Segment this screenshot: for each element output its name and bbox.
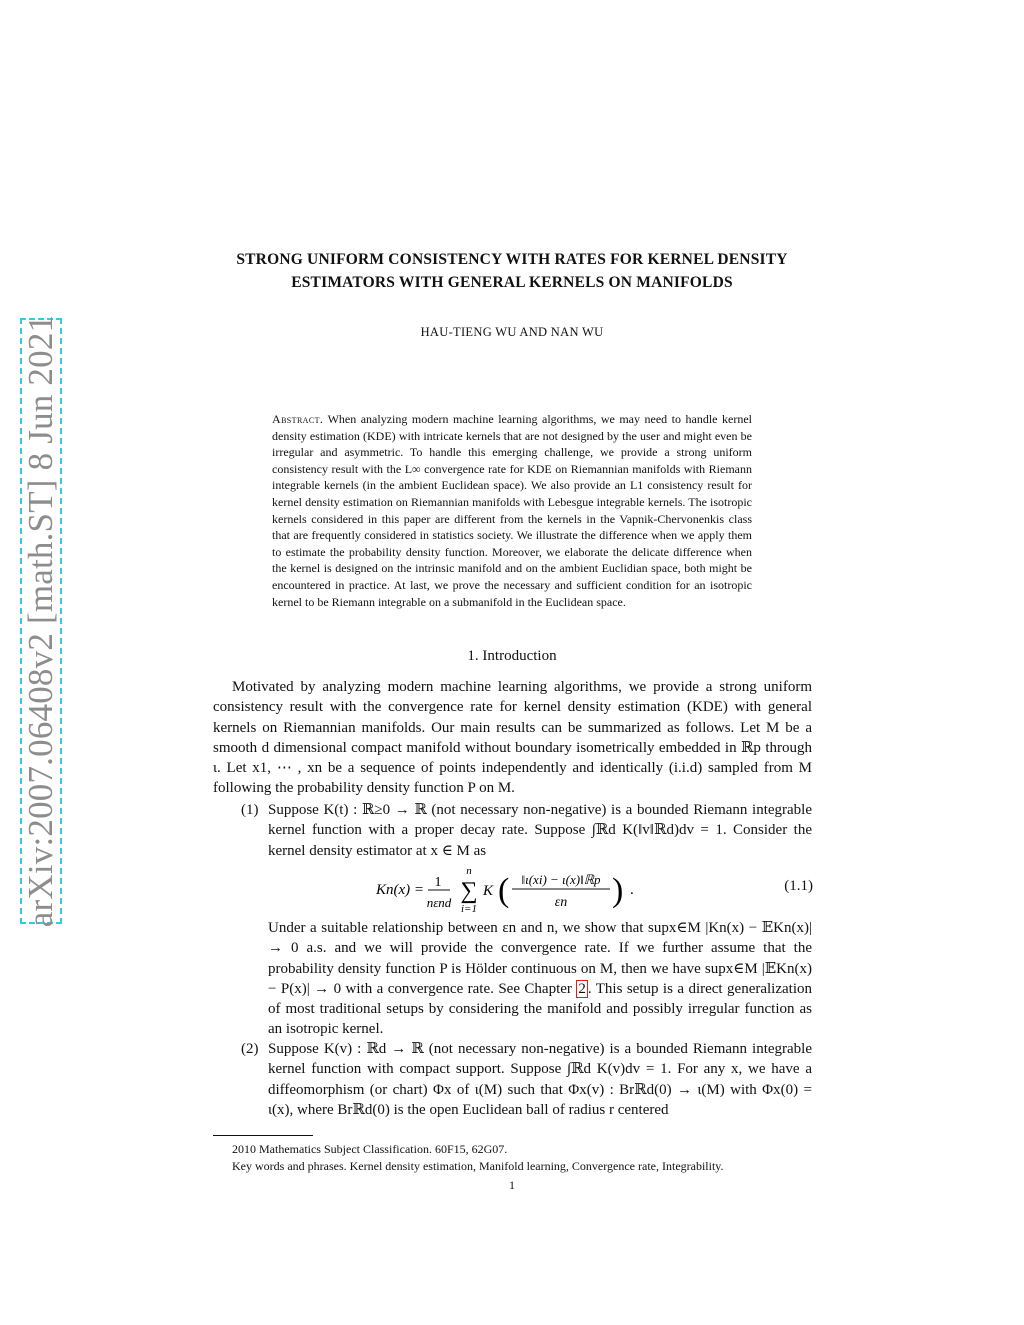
equation-1-1 bbox=[268, 864, 813, 914]
page-number: 1 bbox=[509, 1178, 515, 1192]
equation-label: (1.1) bbox=[784, 878, 813, 894]
eq-sum-upper: n bbox=[466, 865, 472, 877]
arxiv-stamp bbox=[20, 314, 62, 928]
eq-lhs: Kn(x) = bbox=[376, 882, 425, 898]
list-item-number: (2) bbox=[241, 1041, 259, 1057]
section-heading: 1. Introduction bbox=[467, 648, 557, 664]
chapter-reference-link[interactable]: 2 bbox=[578, 980, 586, 997]
title-line-2: ESTIMATORS WITH GENERAL KERNELS ON MANIFOLDS bbox=[291, 274, 733, 291]
list-item bbox=[213, 800, 812, 861]
list-item-number: (1) bbox=[241, 802, 259, 818]
eq-inner-num: ‖ι(xi) − ι(x)‖ℝp bbox=[521, 872, 601, 887]
footnote-divider bbox=[213, 1135, 313, 1136]
authors: HAU-TIENG WU AND NAN WU bbox=[420, 325, 604, 339]
list-item-text bbox=[268, 918, 812, 1040]
equation-expression bbox=[376, 864, 676, 921]
item1-text-a: Under a suitable relationship between εn and n, we show that supx∈M |Kn(x) − 𝔼Kn(x)| → 0 a.s. and we will provide the convergence rate. If we further assume that the probability density function P is Hölder continuous on M, then we have supx∈M |𝔼Kn(x) − P(x)| → 0 with a convergence rate. See Chapter bbox=[268, 920, 812, 997]
list-item-text: Suppose K(v) : ℝd → ℝ (not necessary non-negative) is a bounded Riemann integrable kernel function with compact support. Suppose ∫ℝd K(v)dv = 1. For any x, we have a diffeomorphism (or chart) Φx of ι(M) such that Φx(v) : Brℝd(0) → ι(M) with Φx(0) = ι(x), where Brℝd(0) is the open Euclidean ball of radius r centered bbox=[268, 1041, 812, 1118]
equation-svg bbox=[376, 864, 676, 916]
eq-kernel: K bbox=[483, 883, 494, 899]
arxiv-identifier: arXiv:2007.06408v2 [math.ST] 8 Jun 2021 bbox=[21, 314, 60, 928]
intro-paragraph: Motivated by analyzing modern machine learning algorithms, we provide a strong uniform consistency result with the convergence rate for kernel density estimation (KDE) with general kernels on Riemannian manifolds. Our main results can be summarized as follows. Let M be a smooth d dimensional compact manifold without boundary isometrically embedded in ℝp through ι. Let x1, ⋯ , xn be a sequence of points independently and identically (i.i.d) sampled from M following the probability density function P on M. bbox=[213, 679, 812, 797]
list-item-text: Suppose K(t) : ℝ≥0 → ℝ (not necessary non-negative) is a bounded Riemann integrable kernel function with a proper decay rate. Suppose ∫ℝd K(‖v‖ℝd)dv = 1. Consider the kernel density estimator at x ∈ M as bbox=[268, 802, 812, 859]
eq-frac-den: nεnd bbox=[426, 895, 452, 910]
eq-paren-left: ( bbox=[498, 872, 510, 909]
eq-paren-right: ) bbox=[612, 872, 624, 909]
list-item-continued bbox=[268, 918, 812, 1040]
footnotes bbox=[232, 1141, 812, 1175]
abstract-text: When analyzing modern machine learning algorithms, we may need to handle kernel density estimation (KDE) with intricate kernels that are not designed by the user and might even be irregular and asymmetric. To handle this emerging challenge, we provide a strong uniform consistency result with the L∞ convergence rate for KDE on Riemannian manifolds with Riemann integrable kernels (in the ambient Euclidean space). We also provide an L1 consistency result for kernel density estimation on Riemannian manifolds with Lebesgue integrable kernels. The isotropic kernels considered in this paper are different from the kernels in the Vapnik-Chervonenkis class that are frequently considered in statistics society. We illustrate the difference when we apply them to estimate the probability density function. Moreover, we elaborate the delicate difference when the kernel is designed on the intrinsic manifold and on the ambient Euclidian space, both might be encountered in practice. At last, we prove the necessary and sufficient condition for an isotropic kernel to be Riemann integrable on a submanifold in the Euclidean space. bbox=[272, 412, 752, 609]
item1-text-b: . This setup is a direct generalization of most traditional setups by considering the manifold and possibly irregular function as an isotropic kernel. bbox=[268, 980, 812, 1038]
eq-frac-num: 1 bbox=[434, 875, 442, 890]
title-line-1: STRONG UNIFORM CONSISTENCY WITH RATES FOR KERNEL DENSITY bbox=[236, 251, 788, 268]
eq-sum-sign: ∑ bbox=[460, 878, 478, 904]
eq-inner-den: εn bbox=[554, 895, 568, 910]
abstract-label: Abstract. bbox=[272, 412, 324, 426]
abstract bbox=[272, 411, 752, 610]
footnote-msc: 2010 Mathematics Subject Classification. 60F15, 62G07. bbox=[232, 1142, 508, 1156]
paper-title bbox=[150, 248, 874, 294]
footnote-keywords: Key words and phrases. Kernel density estimation, Manifold learning, Convergence rate, Integrability. bbox=[232, 1159, 724, 1173]
eq-period: . bbox=[630, 882, 634, 898]
list-item bbox=[213, 1039, 812, 1120]
eq-sum-lower: i=1 bbox=[461, 903, 477, 915]
